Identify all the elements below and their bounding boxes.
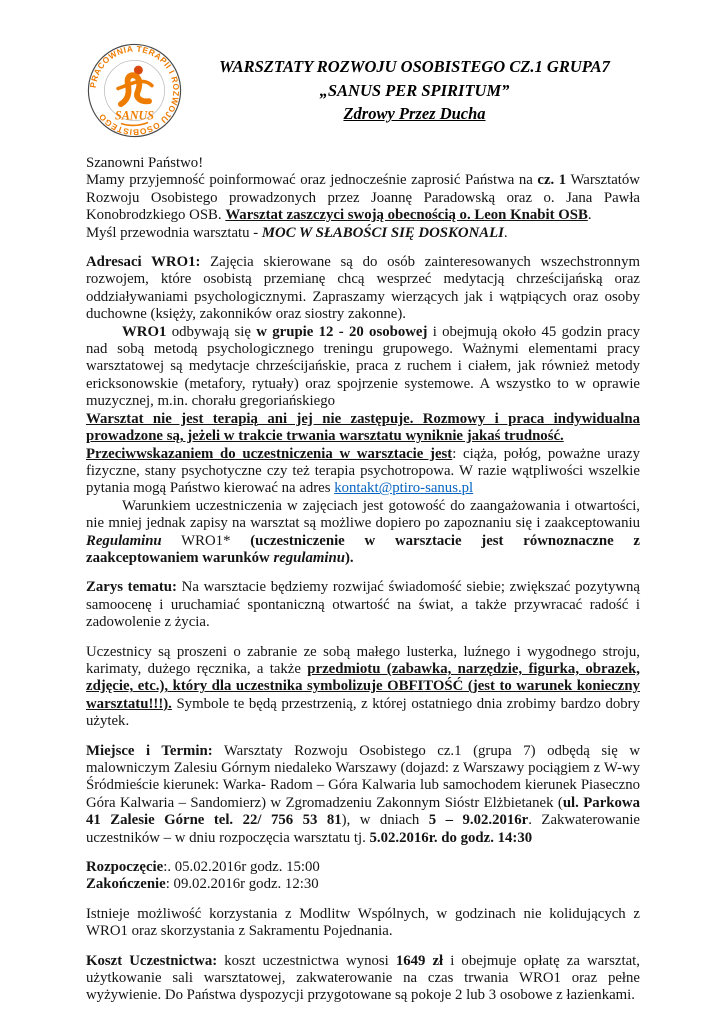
document-title-block <box>183 55 640 127</box>
paragraph-wro1-details <box>86 324 640 411</box>
text-run: . <box>503 224 508 241</box>
text-run: Warsztat nie jest terapią ani jej nie zastępuje. Rozmowy i praca indywidualna prowadzone są, jeżeli w trakcie trwania warsztatu wyniknie jakaś trudność. <box>86 410 640 445</box>
paragraph-miejsce-i-termin <box>86 743 640 847</box>
text-run: i obejmuje opłatę za warsztat, użytkowanie sali warsztatowej, zakwaterowanie na czas trwania WRO1 oraz pełne wyżywienie. Do Państwa dyspozycji przygotowane są pokoje 2 lub 3 osobowe z łazienkami. <box>86 952 640 1004</box>
text-run: 5.02.2016r. do godz. 14:30 <box>369 829 533 846</box>
text-run: ul. Parkowa 41 Zalesie Górne tel. 22/ 756 53 81 <box>86 794 640 829</box>
text-run: Przeciwwskazaniem do uczestniczenia w warsztacie jest <box>86 445 453 462</box>
logo-brand-text: SANUS <box>114 108 155 123</box>
text-run: ). <box>344 549 354 566</box>
text-run: Zarys tematu: <box>86 579 177 596</box>
text-run: i obejmują około 45 godzin pracy nad sobą metodą psychologicznego treningu grupowego. Ważnymi elementami pracy warsztatowej są medytacje chrześcijańskie, praca z ruchem i ciałem, jak również metody ericksonowskie (metafory, rytuały) oraz spojrzenie systemowe. A wszystko to w oprawie muzycznej, m.in. chorału gregoriańskiego <box>86 323 640 410</box>
paragraph-zarys-tematu <box>86 579 640 631</box>
text-run: ), w dniach <box>341 812 429 829</box>
text-run: Zajęcia skierowane są do osób zainteresowanych wszechstronnym rozwojem, które osobistą przemianę chcą wesprzeć medytacją chrześcijańską oraz oddziaływaniami psychologicznymi. Zapraszamy wierzących jak i wątpiących oraz osoby duchowne (księży, zakonników oraz siostry zakonne). <box>86 254 640 323</box>
text-run: . Zakwaterowanie uczestników – w dniu rozpoczęcia warsztatu tj. <box>86 812 640 846</box>
paragraph-adresaci <box>86 254 640 324</box>
paragraph-zakonczenie <box>86 876 640 893</box>
text-run: Warsztaty Rozwoju Osobistego cz.1 (grupa 7) odbędą się w malowniczym Zalesiu Górnym niedaleko Warszawy (dojazd: z Warszawy pociągiem z W-wy Śródmieście kierunek: Warka- Radom – Góra Kalwaria lub samochodem kierunek Piaseczno Góra Kalwaria – Sandomierz) w Zgromadzeniu Zakonnym Sióstr Elżbietanek ( <box>86 742 641 811</box>
paragraph-motto <box>86 225 640 242</box>
text-run: : ciąża, połóg, poważne urazy fizyczne, stany psychotyczne czy też terapia psychotropowa. W razie wątpliwości wszelkie pytania mogą Państwo kierować na adres <box>86 445 640 497</box>
text-run: Istnieje możliwość korzystania z Modlitw Wspólnych, w godzinach nie kolidujących z WRO1 oraz skorzystania z Sakramentu Pojednania. <box>86 905 640 940</box>
text-run: (uczestniczenie w warsztacie jest równoznaczne z zaakceptowaniem warunków <box>86 532 640 566</box>
text-run: Symbole te będą przestrzenią, z której ostatniego dnia zrobimy bardzo dobry użytek. <box>86 695 640 730</box>
text-run: w grupie 12 - 20 osobowej <box>256 323 428 340</box>
text-run: Warsztatów Rozwoju Osobistego prowadzonych przez Joannę Paradowską oraz o. Jana Pawła Konobrodzkiego OSB. <box>86 172 640 224</box>
document-header <box>86 42 640 139</box>
sanus-logo <box>86 42 183 139</box>
document-body <box>86 155 640 1005</box>
logo-brand-underline <box>121 123 148 126</box>
text-run: Rozpoczęcie <box>86 859 164 876</box>
text-run: Na warsztacie będziemy rozwijać świadomość siebie; zwiększać pozytywną samoocenę i uruchamiać spontaniczną otwartość na świat, a także przywracać radość i zadowolenie z życia. <box>86 579 641 631</box>
text-run: :. 05.02.2016r godz. 15:00 <box>163 859 320 876</box>
text-run: MOC W SŁABOŚCI SIĘ DOSKONALI <box>261 224 504 241</box>
title-line-3: Zdrowy Przez Ducha <box>343 104 486 124</box>
paragraph-rozpoczecie <box>86 859 640 876</box>
text-run: Uczestnicy są proszeni o zabranie ze sobą małego lusterka, luźnego i wygodnego stroju, karimaty, dużego ręcznika, a także <box>86 643 640 677</box>
text-run: Adresaci WRO1: <box>86 254 201 271</box>
text-run: Myśl przewodnia warsztatu - <box>86 224 262 241</box>
paragraph-modlitwy <box>86 906 640 941</box>
paragraph-items-to-bring <box>86 644 640 731</box>
text-run: przedmiotu (zabawka, narzędzie, figurka, obrazek, zdjęcie, etc.), który dla uczestnika symbolizuje OBFITOŚĆ (jest to warunek konieczny warsztatu!!!). <box>86 660 640 712</box>
text-run: Miejsce i Termin: <box>86 742 213 759</box>
text-run: regulaminu <box>273 549 345 566</box>
text-run: cz. 1 <box>537 172 567 189</box>
paragraph-contraindications <box>86 446 640 498</box>
logo-ring-text: PRACOWNIA TERAPII I ROZWOJU OSOBISTEGO <box>87 43 182 138</box>
title-line-2: „SANUS PER SPIRITUM” <box>319 80 510 100</box>
text-run: Warunkiem uczestniczenia w zajęciach jest gotowość do zaangażowania i otwartości, nie mniej jednak zapisy na warsztat są możliwe dopiero po zapoznaniu się i zaakceptowaniu <box>86 497 640 532</box>
text-run: Szanowni Państwo! <box>86 155 204 171</box>
text-run: Mamy przyjemność poinformować oraz jednocześnie zaprosić Państwa na <box>86 172 538 189</box>
text-run: WRO1* <box>161 532 251 549</box>
text-run: koszt uczestnictwa wynosi <box>217 952 396 969</box>
text-run: . <box>587 207 592 224</box>
paragraph-not-therapy-note <box>86 411 640 446</box>
text-run: 5 – 9.02.2016r <box>428 812 529 829</box>
text-run: : 09.02.2016r godz. 12:30 <box>165 876 319 893</box>
paragraph-intro <box>86 172 640 224</box>
paragraph-participation-conditions <box>86 498 640 568</box>
sanus-logo-icon <box>86 42 183 139</box>
paragraph-koszt <box>86 953 640 1005</box>
text-run: Koszt Uczestnictwa: <box>86 952 218 969</box>
logo-figure-icon <box>118 66 152 104</box>
text-run: Zakończenie <box>86 876 166 893</box>
text-run: Warsztat zaszczyci swoją obecnością o. Leon Knabit OSB <box>225 207 588 224</box>
text-run: 1649 zł <box>395 952 444 969</box>
paragraph-greeting <box>86 155 640 172</box>
email-link[interactable]: kontakt@ptiro-sanus.pl <box>334 480 474 497</box>
text-run: odbywają się <box>166 323 257 340</box>
text-run: WRO1 <box>122 323 167 340</box>
title-line-1: WARSZTATY ROZWOJU OSOBISTEGO CZ.1 GRUPA7 <box>219 56 610 76</box>
text-run: Regulaminu <box>86 532 162 549</box>
